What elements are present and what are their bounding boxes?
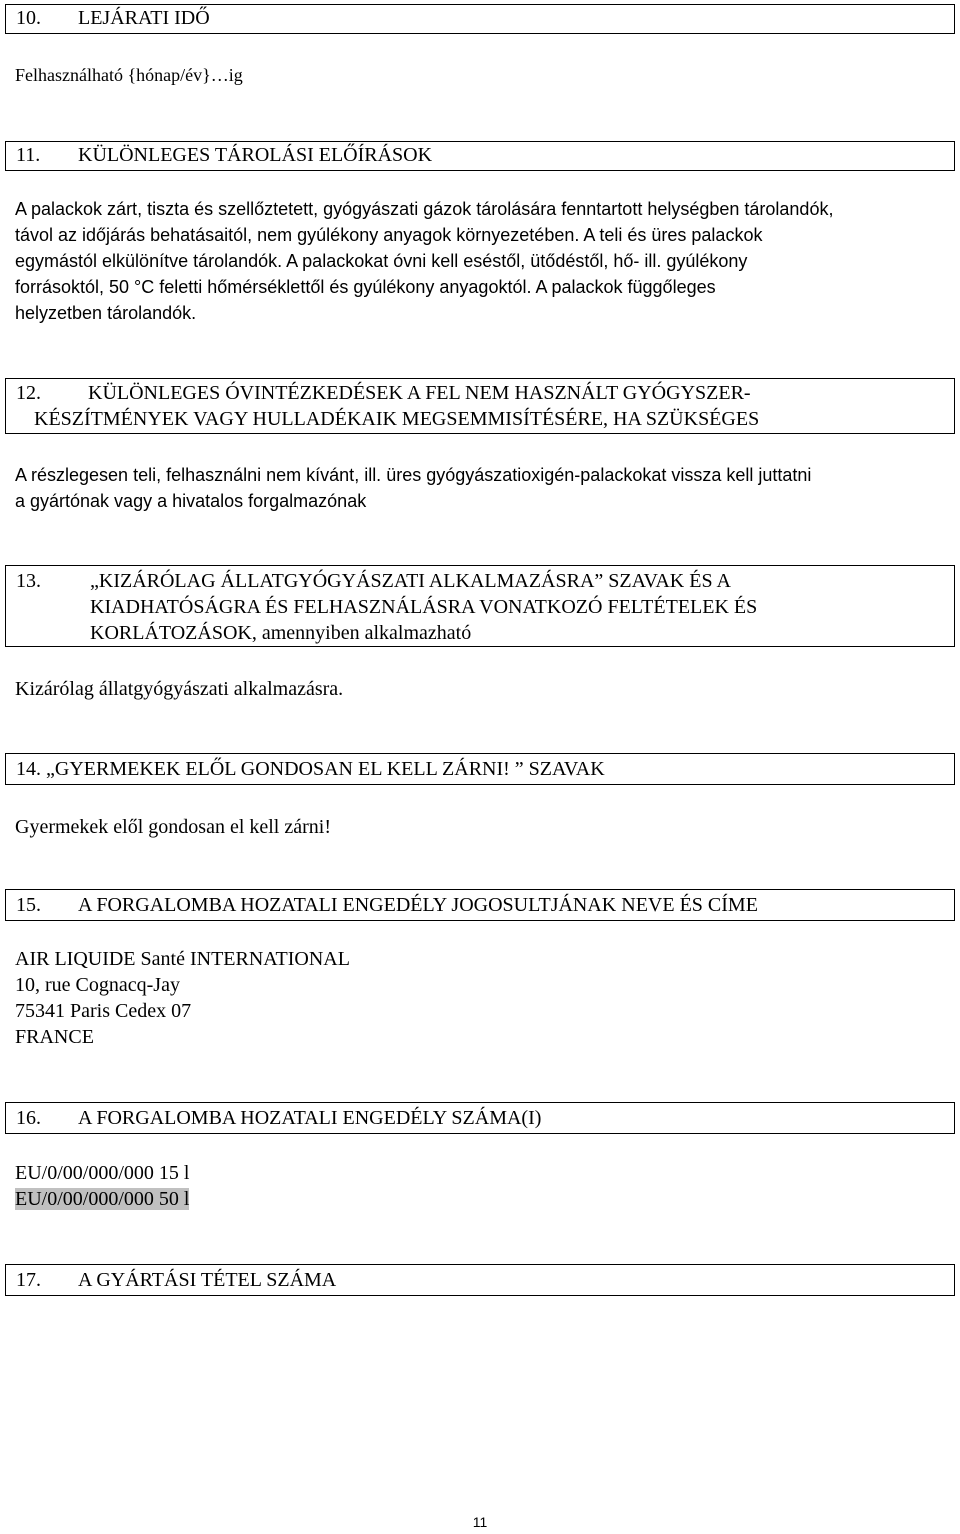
section-number: 10. bbox=[16, 7, 41, 29]
veterinary-text: Kizárólag állatgyógyászati alkalmazásra. bbox=[15, 678, 344, 700]
section-17-heading bbox=[5, 1264, 955, 1296]
text-line: A palackok zárt, tiszta és szellőztetett, gyógyászati gázok tárolására fenntartott helységben tárolandók, bbox=[15, 199, 834, 219]
text-line: távol az időjárás behatásaitól, nem gyúlékony anyagok környezetében. A teli és üres palackok bbox=[15, 225, 763, 245]
section-14-heading bbox=[5, 753, 955, 785]
text-line: a gyártónak vagy a hivatalos forgalmazónak bbox=[15, 491, 367, 511]
section-title-line: KIADHATÓSÁGRA ÉS FELHASZNÁLÁSRA VONATKOZÓ FELTÉTELEK ÉS bbox=[90, 596, 758, 618]
section-11-heading bbox=[5, 141, 955, 171]
section-15-heading bbox=[5, 889, 955, 921]
section-number: 17. bbox=[16, 1269, 41, 1291]
text-line: egymástól elkülönítve tárolandók. A palackokat óvni kell eséstől, ütődéstől, hő- ill. gyúlékony bbox=[15, 251, 748, 271]
text-line: forrásoktól, 50 °C feletti hőmérséklettől és gyúlékony anyagoktól. A palackok függőleges bbox=[15, 277, 716, 297]
page-number: 11 bbox=[472, 1514, 488, 1530]
section-number: 11. bbox=[16, 144, 41, 166]
section-title-line: KORLÁTOZÁSOK, amennyiben alkalmazható bbox=[90, 622, 472, 644]
disposal-text bbox=[15, 462, 945, 514]
section-10-heading bbox=[5, 4, 955, 34]
authorization-number: EU/0/00/000/000 15 l bbox=[15, 1162, 190, 1184]
section-title: A GYÁRTÁSI TÉTEL SZÁMA bbox=[78, 1269, 337, 1291]
section-title: A FORGALOMBA HOZATALI ENGEDÉLY SZÁMA(I) bbox=[78, 1107, 542, 1129]
section-number: 15. bbox=[16, 894, 41, 916]
authorization-numbers bbox=[15, 1160, 945, 1212]
section-title: A FORGALOMBA HOZATALI ENGEDÉLY JOGOSULTJÁNAK NEVE ÉS CÍME bbox=[78, 894, 758, 916]
text-line: helyzetben tárolandók. bbox=[15, 303, 197, 323]
section-title: KÜLÖNLEGES TÁROLÁSI ELŐÍRÁSOK bbox=[78, 144, 433, 166]
address-line: 10, rue Cognacq-Jay bbox=[15, 974, 180, 996]
section-number: 13. bbox=[16, 570, 41, 592]
storage-text bbox=[15, 196, 945, 326]
section-title-line: KÜLÖNLEGES ÓVINTÉZKEDÉSEK A FEL NEM HASZNÁLT GYÓGYSZER- bbox=[88, 382, 751, 404]
holder-address bbox=[15, 946, 945, 1050]
section-16-heading bbox=[5, 1102, 955, 1134]
section-title: „GYERMEKEK ELŐL GONDOSAN EL KELL ZÁRNI! ” SZAVAK bbox=[46, 758, 605, 780]
address-line: 75341 Paris Cedex 07 bbox=[15, 1000, 192, 1022]
section-13-heading bbox=[5, 565, 955, 647]
section-title-line: „KIZÁRÓLAG ÁLLATGYÓGYÁSZATI ALKALMAZÁSRA” SZAVAK ÉS A bbox=[90, 570, 731, 592]
text-line: A részlegesen teli, felhasználni nem kívánt, ill. üres gyógyászatioxigén-palackokat vissza kell juttatni bbox=[15, 465, 812, 485]
section-number: 14. bbox=[16, 758, 41, 780]
authorization-number-selected[interactable]: EU/0/00/000/000 50 l bbox=[15, 1188, 190, 1210]
section-title: LEJÁRATI IDŐ bbox=[78, 7, 210, 29]
section-number: 16. bbox=[16, 1107, 41, 1129]
address-line: AIR LIQUIDE Santé INTERNATIONAL bbox=[15, 948, 350, 970]
address-line: FRANCE bbox=[15, 1026, 94, 1048]
expiry-text: Felhasználható {hónap/év}…ig bbox=[15, 65, 243, 85]
section-title-line: KÉSZÍTMÉNYEK VAGY HULLADÉKAIK MEGSEMMISÍTÉSÉRE, HA SZÜKSÉGES bbox=[34, 408, 760, 430]
section-number: 12. bbox=[16, 382, 41, 404]
section-12-heading bbox=[5, 378, 955, 434]
children-warning-text: Gyermekek elől gondosan el kell zárni! bbox=[15, 816, 331, 838]
